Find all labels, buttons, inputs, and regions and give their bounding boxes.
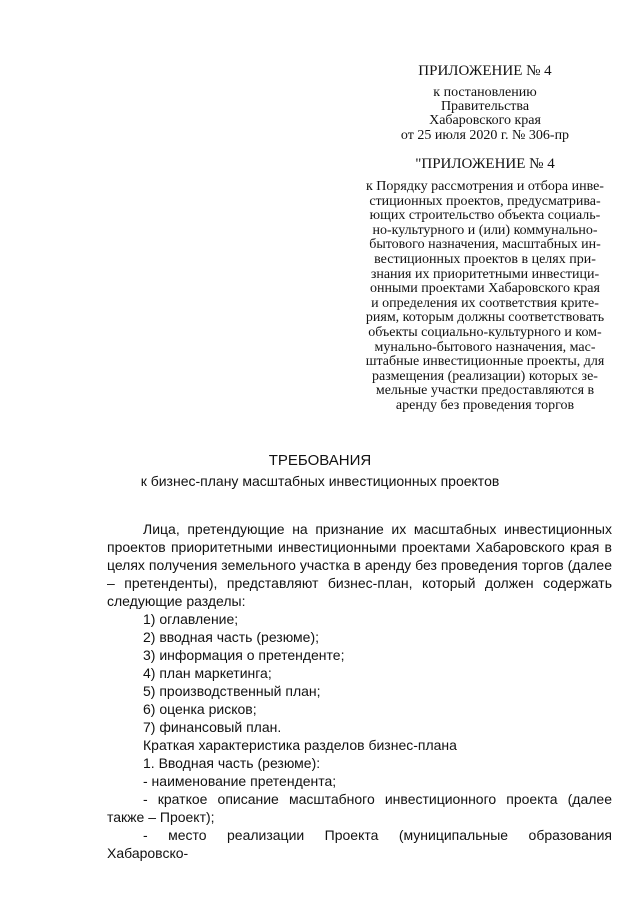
section-list-item: 5) производственный план; [143,683,321,699]
appendix2-line: мунально-бытового назначения, мас- [374,339,596,355]
document-body [107,520,612,862]
appendix-title: ПРИЛОЖЕНИЕ № 4 [418,63,552,79]
appendix2-line: и определения их соответствия крите- [371,295,599,311]
appendix-reference [345,86,625,128]
bullet-item: - место реализации Проекта (муниципальные образования Хабаровско- [107,827,612,861]
appendix2-line: риям, которым должны соответствовать [365,310,605,326]
appendix2-line: но-культурного и (или) коммунально- [372,222,598,238]
appendix-date: от 25 июля 2020 г. № 306-пр [400,128,570,143]
summary-heading: Краткая характеристика разделов бизнес-плана [143,737,457,753]
appendix-ref-line: Правительства [440,99,530,114]
appendix2-line: к Порядку рассмотрения и отбора инве- [366,179,604,194]
appendix-ref-line: Хабаровского края [429,113,541,128]
point-heading: 1. Вводная часть (резюме): [143,755,321,771]
appendix2-line: аренду без проведения торгов [395,397,575,413]
appendix-ref-line: к постановлению [433,85,537,100]
appendix2-line: онными проектами Хабаровского края [370,281,600,297]
appendix2-line: стиционных проектов, предусматрива- [369,193,601,209]
appendix2-line: размещения (реализации) которых зе- [372,368,598,384]
appendix2-line: штабные инвестиционные проекты, для [365,354,605,370]
section-list-item: 4) план маркетинга; [143,665,272,681]
appendix2-description [345,180,625,414]
document-title: ТРЕБОВАНИЯ [268,452,372,469]
appendix2-line: мельные участки предоставляются в [375,383,595,399]
appendix2-line: знания их приоритетными инвестици- [370,266,600,282]
appendix2-line: объекты социально-культурного и ком- [368,324,602,340]
bullet-item: - наименование претендента; [143,773,337,789]
section-list-item: 6) оценка рисков; [143,701,257,717]
appendix2-title: "ПРИЛОЖЕНИЕ № 4 [415,156,555,172]
section-list-item: 7) финансовый план. [143,719,282,735]
intro-paragraph: Лица, претендующие на признание их масштабных инвестиционных проектов приоритетными инвестиционными проектами Хабаровского края в целях получения земельного участка в аренду без проведения торгов (далее – претенденты), представляют бизнес-план, который должен содержать следующие разделы: [107,521,612,609]
appendix2-line: бытового назначения, масштабных ин- [369,237,601,253]
section-list-item: 2) вводная часть (резюме); [143,629,320,645]
document-subtitle: к бизнес-плану масштабных инвестиционных проектов [140,473,500,489]
section-list-item: 3) информация о претенденте; [143,647,345,663]
appendix2-line: вестиционных проектов в целях при- [374,251,596,267]
section-list-item: 1) оглавление; [143,611,239,627]
bullet-item: - краткое описание масштабного инвестиционного проекта (далее также – Проект); [107,791,612,825]
appendix2-line: ющих строительство объекта социаль- [369,208,601,224]
